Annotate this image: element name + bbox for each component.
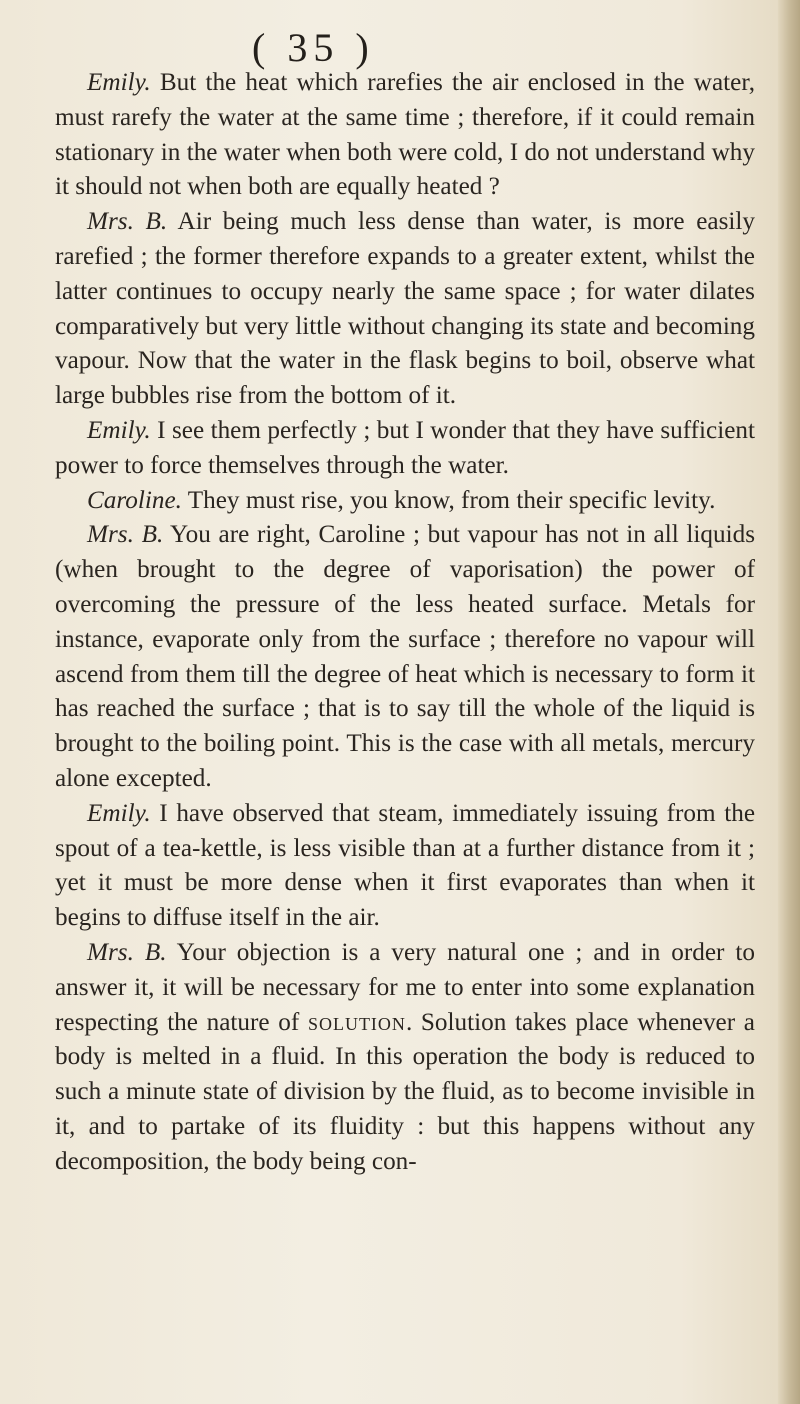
paragraph: [55, 484, 755, 519]
paragraph-text: Air being much less dense than water, is more easily rarefied ; the former therefore expands to a greater extent, whilst the latter continues to occupy nearly the same space ; for water dilates comparatively but very little without changing its state and becoming vapour. Now that the water in the flask begins to boil, observe what large bubbles rise from the bottom of it.: [55, 208, 755, 410]
paragraph-text: You are right, Caroline ; but vapour has not in all liquids (when brought to the degree of vaporisation) the power of overcoming the pressure of the less heated surface. Metals for instance, evaporate only from the surface ; therefore no vapour will ascend from them till the degree of heat which is necessary to form it has reached the surface ; that is to say till the whole of the liquid is brought to the boiling point. This is the case with all metals, mercury alone excepted.: [55, 521, 755, 792]
paragraph-text: . Solution takes place whenever a body is melted in a fluid. In this operation the body is reduced to such a minute state of division by the fluid, as to become invisible in it, and to partake of its fluidity : but this happens without any decomposition, the body being con-: [55, 1008, 755, 1175]
paragraph: [55, 414, 755, 484]
speaker-name: Mrs. B.: [87, 938, 167, 966]
paragraph: [55, 797, 755, 936]
paragraph-text: But the heat which rarefies the air enclosed in the water, must rarefy the water at the same time ; therefore, if it could remain stationary in the water when both were cold, I do not understand why it should not when both are equally heated ?: [55, 69, 755, 201]
paragraph-text: I see them perfectly ; but I wonder that they have sufficient power to force themselves through the water.: [55, 416, 755, 479]
paragraph: [55, 518, 755, 796]
page-number: ( 35 ): [252, 25, 375, 70]
paragraph-text: I have observed that steam, immediately issuing from the spout of a tea-kettle, is less visible than at a further distance from it ; yet it must be more dense when it first evaporates than when it begins to diffuse itself in the air.: [55, 799, 755, 932]
paragraph-text: Your objection is a very natural one ; and in order to answer it, it will be necessary for me to enter into some explanation respecting the nature of: [55, 938, 755, 1036]
page-gutter-edge: [778, 0, 800, 1404]
paragraph-text: They must rise, you know, from their specific levity.: [181, 486, 716, 514]
speaker-name: Caroline.: [87, 486, 182, 514]
speaker-name: Emily.: [87, 416, 151, 444]
paragraph: [55, 936, 755, 1180]
paragraph: [55, 205, 755, 414]
small-caps-term: solution: [307, 1008, 406, 1036]
speaker-name: Mrs. B.: [87, 208, 168, 236]
speaker-name: Mrs. B.: [87, 521, 164, 549]
speaker-name: Emily.: [87, 799, 151, 827]
speaker-name: Emily.: [87, 69, 151, 96]
paragraph: [55, 66, 755, 205]
dialogue-text: [55, 66, 755, 1180]
